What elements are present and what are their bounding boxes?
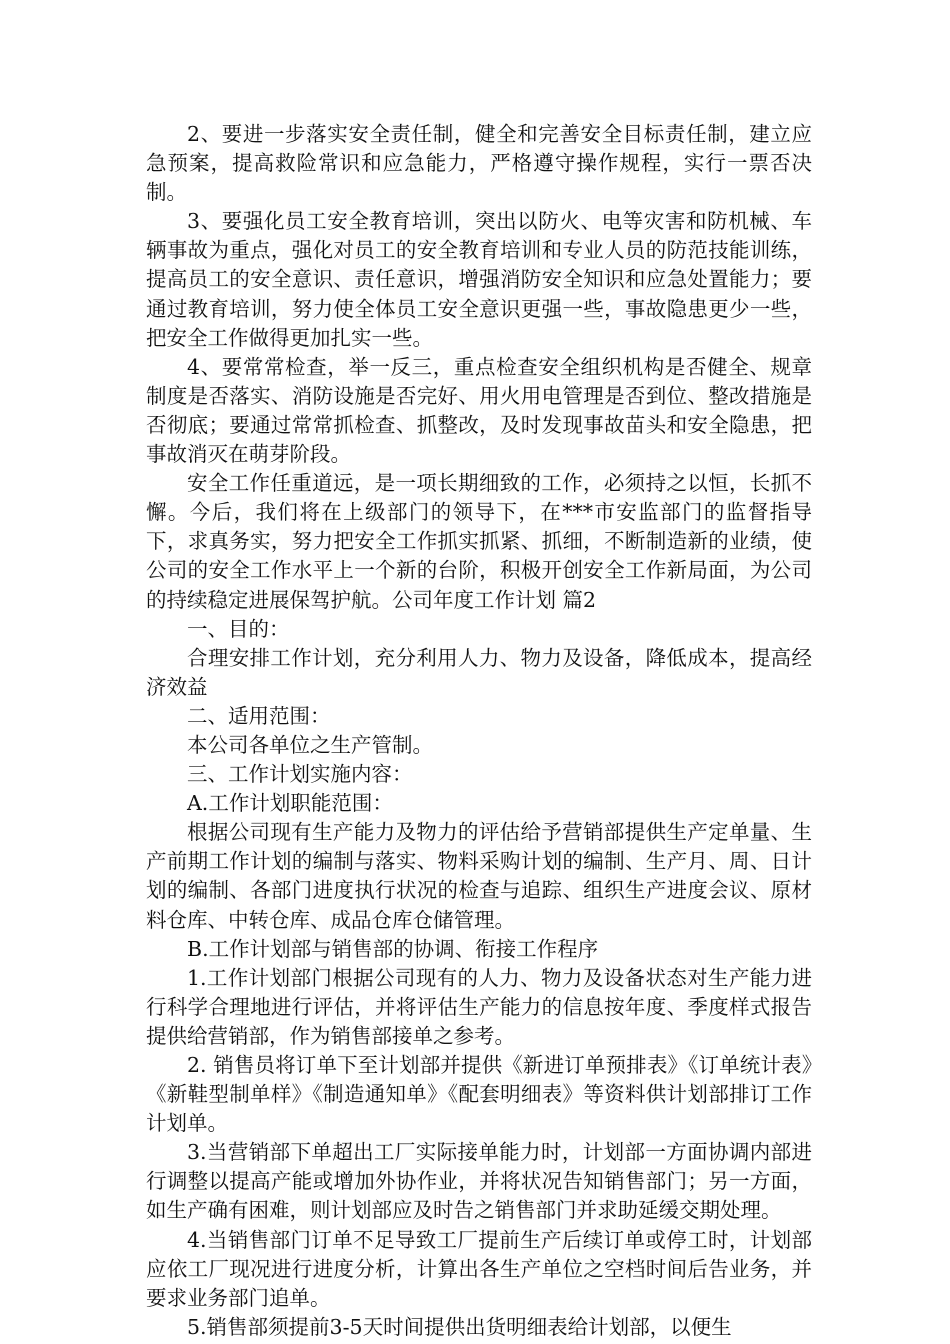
heading-implementation: 三、工作计划实施内容： <box>187 762 413 787</box>
subheading-a: A.工作计划职能范围： <box>187 791 393 816</box>
paragraph-scope: 本公司各单位之生产管制。 <box>187 732 433 757</box>
paragraph-purpose: 合理安排工作计划，充分利用人力、物力及设备，降低成本，提高经济效益 <box>146 645 812 699</box>
paragraph-step-5: 5.销售部须提前3-5天时间提供出货明细表给计划部，以便生 <box>187 1314 732 1339</box>
paragraph-functions: 根据公司现有生产能力及物力的评估给予营销部提供生产定单量、生产前期工作计划的编制与落实、物料采购计划的编制、生产月、周、日计划的编制、各部门进度执行状况的检查与追踪、组织生产进度会议、原材料仓库、中转仓库、成品仓库仓储管理。 <box>146 820 812 932</box>
paragraph-item-4: 4、要常常检查，举一反三，重点检查安全组织机构是否健全、规章制度是否落实、消防设施是否完好、用火用电管理是否到位、整改措施是否彻底；要通过常常抓检查、抓整改，及时发现事故苗头和安全隐患，把事故消灭在萌芽阶段。 <box>146 354 812 467</box>
heading-scope: 二、适用范围： <box>187 703 331 728</box>
paragraph-conclusion: 安全工作任重道远，是一项长期细致的工作，必须持之以恒，长抓不懈。今后，我们将在上级部门的领导下，在***市安监部门的监督指导下，求真务实，努力把安全工作抓实抓紧、抓细，不断制造新的业绩，使公司的安全工作水平上一个新的台阶，积极开创安全工作新局面，为公司的持续稳定进展保驾护航。公司年度工作计划 篇2 <box>146 471 812 612</box>
subheading-b: B.工作计划部与销售部的协调、衔接工作程序 <box>187 936 599 961</box>
document-page <box>146 120 812 1342</box>
heading-purpose: 一、目的： <box>187 616 290 641</box>
paragraph-item-2: 2、要进一步落实安全责任制，健全和完善安全目标责任制，建立应急预案，提高救险常识和应急能力，严格遵守操作规程，实行一票否决制。 <box>146 122 812 205</box>
paragraph-step-1: 1.工作计划部门根据公司现有的人力、物力及设备状态对生产能力进行科学合理地进行评估，并将评估生产能力的信息按年度、季度样式报告提供给营销部，作为销售部接单之参考。 <box>146 965 812 1048</box>
paragraph-item-3: 3、要强化员工安全教育培训，突出以防火、电等灾害和防机械、车辆事故为重点，强化对员工的安全教育培训和专业人员的防范技能训练，提高员工的安全意识、责任意识，增强消防安全知识和应急处置能力；要通过教育培训，努力使全体员工安全意识更强一些，事故隐患更少一些，把安全工作做得更加扎实一些。 <box>146 209 812 350</box>
paragraph-step-4: 4.当销售部门订单不足导致工厂提前生产后续订单或停工时，计划部应依工厂现况进行进度分析，计算出各生产单位之空档时间后告业务，并要求业务部门追单。 <box>146 1227 812 1310</box>
paragraph-step-3: 3.当营销部下单超出工厂实际接单能力时，计划部一方面协调内部进行调整以提高产能或增加外协作业，并将状况告知销售部门；另一方面，如生产确有困难，则计划部应及时告之销售部门并求助延缓交期处理。 <box>146 1140 812 1223</box>
paragraph-step-2: 2. 销售员将订单下至计划部并提供《新进订单预排表》《订单统计表》《新鞋型制单样》《制造通知单》《配套明细表》等资料供计划部排订工作计划单。 <box>146 1053 812 1136</box>
